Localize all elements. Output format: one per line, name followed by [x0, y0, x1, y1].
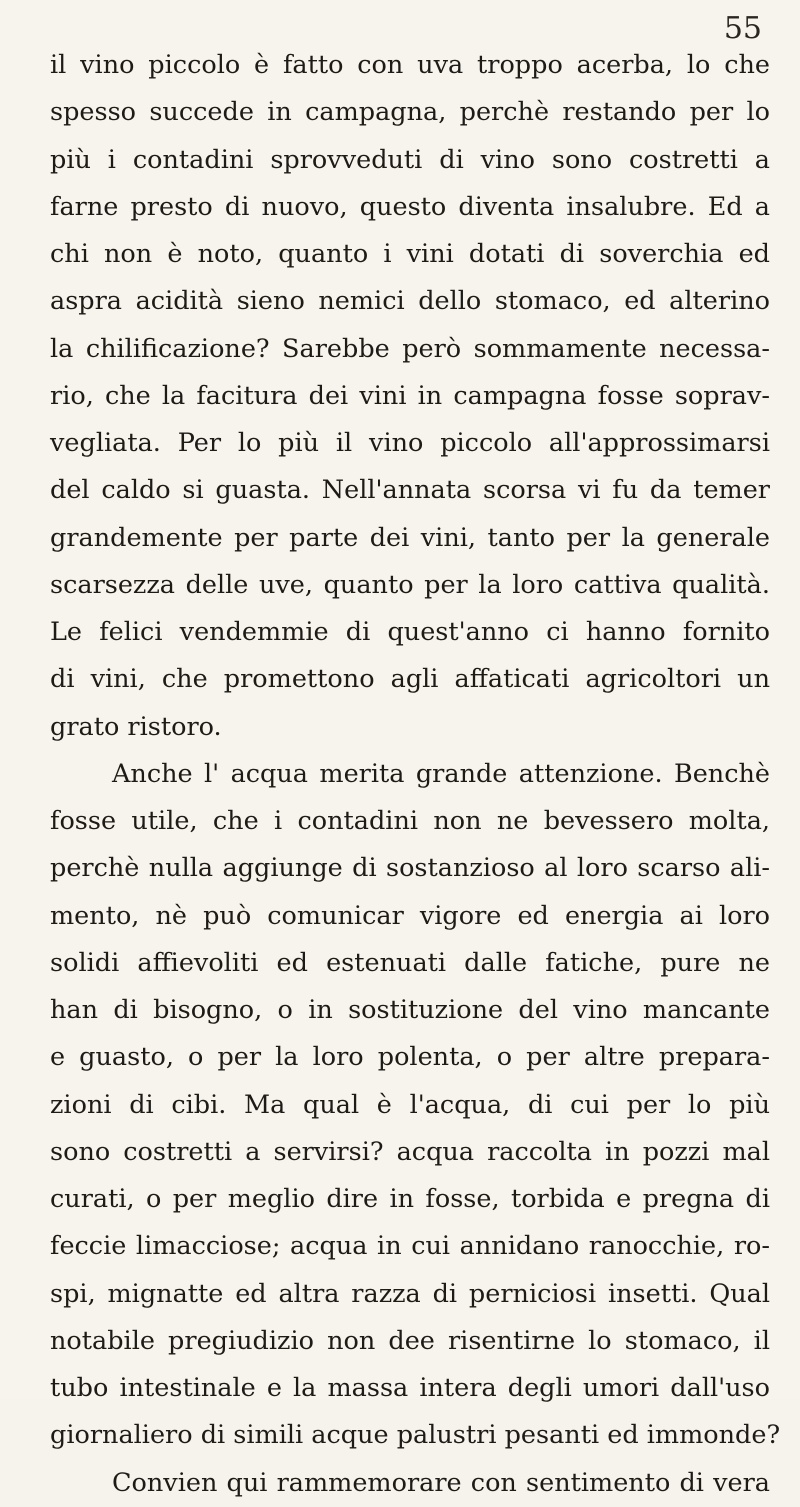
text-line: feccie limacciose; acqua in cui annidano ranocchie, ro- [50, 1231, 770, 1262]
text-line: perchè nulla aggiunge di sostanzioso al loro scarso ali- [50, 853, 770, 884]
text-line: aspra acidità sieno nemici dello stomaco, ed alterino [50, 286, 770, 317]
text-line: e guasto, o per la loro polenta, o per altre prepara- [50, 1042, 770, 1073]
text-line: rio, che la facitura dei vini in campagna fosse soprav- [50, 380, 770, 411]
text-line: notabile pregiudizio non dee risentirne lo stomaco, il [50, 1325, 770, 1356]
text-line: solidi affievoliti ed estenuati dalle fatiche, pure ne [50, 947, 770, 978]
text-line: zioni di cibi. Ma qual è l'acqua, di cui per lo più [50, 1089, 770, 1120]
text-line: tubo intestinale e la massa intera degli umori dall'uso [50, 1373, 770, 1403]
text-line: vegliata. Per lo più il vino piccolo all'approssimarsi [50, 428, 770, 458]
text-line: fosse utile, che i contadini non ne bevessero molta, [50, 806, 770, 836]
text-line: farne presto di nuovo, questo diventa insalubre. Ed a [50, 191, 770, 222]
text-line: Le felici vendemmie di quest'anno ci hanno fornito [50, 617, 770, 647]
text-line: giornaliero di simili acque palustri pesanti ed immonde? [50, 1420, 781, 1451]
text-line: Anche l' acqua merita grande attenzione. Benchè [112, 758, 770, 789]
text-line: spesso succede in campagna, perchè restando per lo [50, 97, 770, 128]
text-line: mento, nè può comunicar vigore ed energia ai loro [50, 900, 770, 931]
text-line: la chilificazione? Sarebbe però sommamente necessa- [50, 333, 770, 364]
text-line: chi non è noto, quanto i vini dotati di soverchia ed [50, 239, 770, 269]
text-line: il vino piccolo è fatto con uva troppo acerba, lo che [50, 50, 770, 80]
text-line: del caldo si guasta. Nell'annata scorsa vi fu da temer [50, 475, 770, 506]
text-line: sono costretti a servirsi? acqua raccolta in pozzi mal [50, 1136, 770, 1167]
text-line: Convien qui rammemorare con sentimento di vera [112, 1467, 770, 1498]
page-number: 55 [723, 11, 762, 46]
body-text [50, 42, 781, 1507]
text-line: grandemente per parte dei vini, tanto per la generale [50, 522, 770, 553]
text-line: spi, mignatte ed altra razza di perniciosi insetti. Qual [50, 1278, 770, 1309]
text-line: han di bisogno, o in sostituzione del vino mancante [50, 995, 770, 1025]
text-line: scarsezza delle uve, quanto per la loro cattiva qualità. [50, 569, 770, 600]
text-line: più i contadini sprovveduti di vino sono costretti a [50, 144, 770, 175]
text-line: curati, o per meglio dire in fosse, torbida e pregna di [50, 1184, 770, 1214]
text-line: grato ristoro. [50, 711, 222, 742]
text-line: di vini, che promettono agli affaticati agricoltori un [50, 664, 770, 695]
